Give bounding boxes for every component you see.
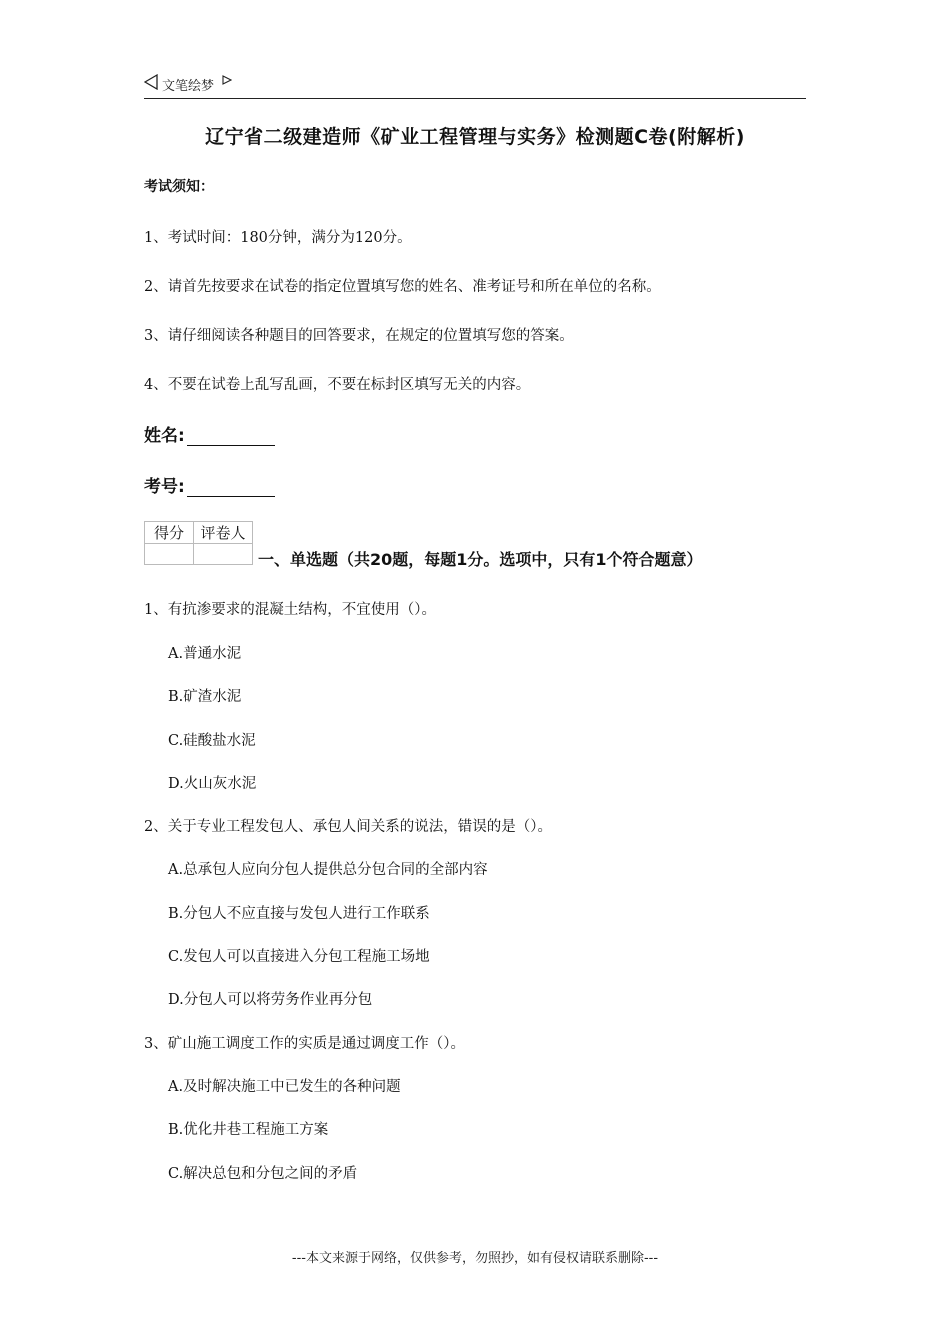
- option: B.矿渣水泥: [168, 689, 242, 705]
- option: B.优化井巷工程施工方案: [168, 1122, 329, 1138]
- notice-item: 4、不要在试卷上乱写乱画，不要在标封区填写无关的内容。: [144, 377, 531, 393]
- page-header: [144, 74, 806, 99]
- section-title: 一、单选题（共20题，每题1分。选项中，只有1个符合题意）: [258, 550, 703, 569]
- notice-item: 2、请首先按要求在试卷的指定位置填写您的姓名、准考证号和所在单位的名称。: [144, 279, 661, 295]
- notice-item: 3、请仔细阅读各种题目的回答要求，在规定的位置填写您的答案。: [144, 328, 574, 344]
- option: B.分包人不应直接与发包人进行工作联系: [168, 906, 430, 922]
- name-blank[interactable]: [187, 427, 275, 446]
- name-label: 姓名:: [144, 426, 185, 446]
- option: C.发包人可以直接进入分包工程施工场地: [168, 949, 430, 965]
- name-field: [144, 421, 275, 446]
- triangle-left-icon: [144, 74, 158, 94]
- option: A.普通水泥: [168, 646, 242, 662]
- score-cell[interactable]: [145, 544, 194, 565]
- id-blank[interactable]: [187, 478, 275, 497]
- question-stem: 1、有抗渗要求的混凝土结构，不宜使用（）。: [144, 602, 436, 618]
- notice-title: 考试须知：: [144, 179, 214, 195]
- option: A.及时解决施工中已发生的各种问题: [168, 1079, 401, 1095]
- grader-header: 评卷人: [194, 522, 253, 544]
- brand-text: 文笔绘梦: [162, 78, 215, 94]
- option: D.分包人可以将劳务作业再分包: [168, 992, 373, 1008]
- score-table: [144, 521, 253, 565]
- option: C.解决总包和分包之间的矛盾: [168, 1166, 358, 1182]
- grader-cell[interactable]: [194, 544, 253, 565]
- option: C.硅酸盐水泥: [168, 733, 256, 749]
- brand: [144, 74, 232, 94]
- option: A.总承包人应向分包人提供总分包合同的全部内容: [168, 862, 488, 878]
- option: D.火山灰水泥: [168, 776, 257, 792]
- id-field: [144, 472, 275, 497]
- id-label: 考号:: [144, 477, 185, 497]
- triangle-right-icon: [222, 74, 232, 89]
- notice-item: 1、考试时间：180分钟，满分为120分。: [144, 230, 412, 246]
- document-title: 辽宁省二级建造师《矿业工程管理与实务》检测题C卷(附解析): [205, 126, 745, 148]
- score-header: 得分: [145, 522, 194, 544]
- page-footer: ---本文来源于网络，仅供参考，勿照抄，如有侵权请联系删除---: [291, 1251, 659, 1266]
- question-stem: 2、关于专业工程发包人、承包人间关系的说法，错误的是（）。: [144, 819, 552, 835]
- question-stem: 3、矿山施工调度工作的实质是通过调度工作（）。: [144, 1036, 465, 1052]
